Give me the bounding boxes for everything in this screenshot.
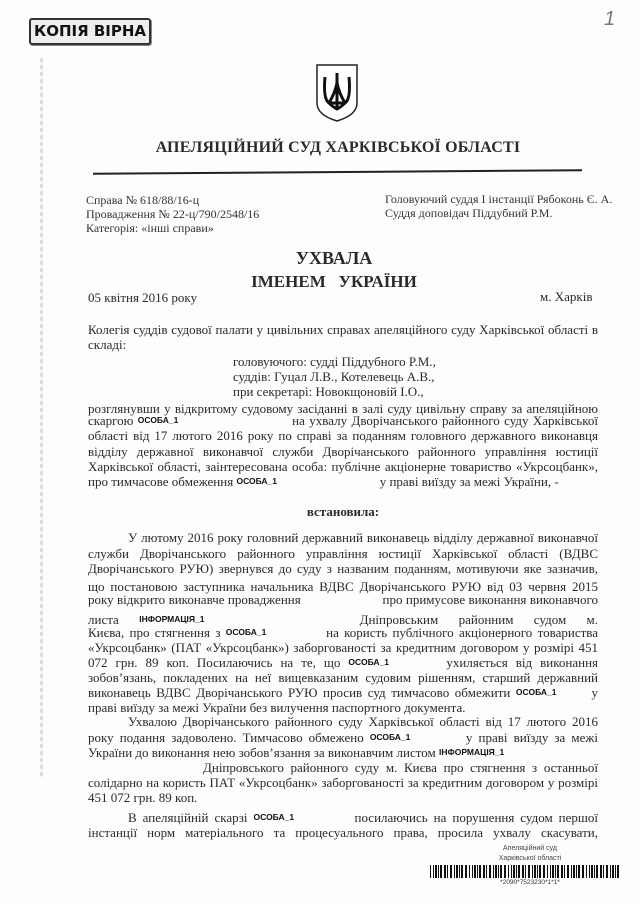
barcode-bar bbox=[571, 865, 572, 878]
text-segment: Дворічанського РУЮ) звернувся до суду з названим поданням, мотивуючи яке зазначив, bbox=[88, 561, 598, 576]
body-line bbox=[88, 444, 598, 459]
text-segment: у bbox=[591, 685, 598, 700]
text-segment: солідарно на користь ПАТ «Укрсоцбанк» заборгованості за кредитним договором у розмірі bbox=[88, 775, 598, 790]
body-line bbox=[233, 384, 598, 399]
text-segment: В апеляційній скарзі bbox=[128, 810, 248, 825]
barcode-bar bbox=[615, 865, 616, 878]
barcode-bar bbox=[450, 865, 452, 878]
case-meta-right bbox=[385, 192, 612, 220]
text-segment: встановила: bbox=[306, 504, 380, 519]
barcode-bar bbox=[513, 865, 515, 878]
barcode-bar bbox=[495, 865, 497, 878]
text-segment: у праві виїзду за межі України, - bbox=[379, 474, 559, 489]
barcode-bar bbox=[567, 865, 569, 878]
barcode-bar bbox=[500, 865, 502, 878]
text-segment: при секретарі: Новокщоновій І.О., bbox=[233, 384, 424, 399]
barcode-bar bbox=[550, 865, 551, 878]
text-segment: Дніпровським районним судом м. bbox=[359, 612, 599, 627]
text-segment: інстанції норм матеріального та процесуального права, просила ухвалу скасувати, bbox=[88, 825, 598, 840]
barcode-bar bbox=[573, 865, 575, 878]
barcode-bar bbox=[543, 865, 545, 878]
redacted-placeholder: ОСОБА_1 bbox=[236, 476, 277, 486]
text-segment: служби Дворічанського районного управління юстиції Харківської області (ВДВС bbox=[88, 546, 598, 561]
body-line bbox=[88, 561, 598, 576]
text-segment: Колегія суддів судової палати у цивільних справах апеляційного суду Харківської області в bbox=[88, 322, 598, 337]
barcode-bar bbox=[532, 865, 533, 878]
text-segment: складі: bbox=[88, 337, 127, 352]
section-heading bbox=[88, 504, 598, 519]
barcode-bar bbox=[493, 865, 494, 878]
first-instance-judge: Головуючий суддя І інстанції Рябоконь Є. А. bbox=[385, 192, 613, 206]
body-line bbox=[88, 775, 598, 790]
text-segment: суддів: Гуцал Л.В., Котелевець А.В., bbox=[233, 369, 435, 384]
binding-thread bbox=[40, 58, 43, 778]
body-line bbox=[233, 354, 598, 369]
barcode-bar bbox=[617, 865, 619, 878]
footer-court-line2: Харківської області bbox=[498, 855, 562, 862]
barcode-bar bbox=[534, 865, 536, 878]
barcode-bar bbox=[589, 865, 590, 878]
barcode-bar bbox=[498, 865, 499, 878]
court-title: АПЕЛЯЦІЙНИЙ СУД ХАРКІВСЬКОЇ ОБЛАСТІ bbox=[155, 139, 521, 156]
barcode-bar bbox=[438, 865, 439, 878]
body-line bbox=[88, 700, 598, 715]
barcode-bar bbox=[552, 865, 554, 878]
text-segment: 072 грн. 89 коп. Посилаючись на те, що bbox=[88, 655, 341, 670]
body-line bbox=[88, 640, 598, 655]
redacted-placeholder: ОСОБА_1 bbox=[225, 627, 267, 637]
body-line bbox=[128, 810, 598, 825]
barcode-bar bbox=[596, 865, 598, 878]
barcode-bar bbox=[528, 865, 530, 878]
body-line bbox=[88, 459, 598, 474]
body-line bbox=[88, 745, 598, 760]
barcode-bar bbox=[557, 865, 559, 878]
body-line bbox=[128, 714, 598, 729]
body-line bbox=[88, 592, 598, 607]
text-segment: посилаючись на порушення судом першої bbox=[354, 810, 599, 825]
body-line bbox=[128, 530, 598, 545]
body-line bbox=[88, 337, 598, 352]
document-city: м. Харків bbox=[540, 289, 593, 304]
barcode-bar bbox=[564, 865, 565, 878]
text-segment: про примусове виконання виконавчого bbox=[382, 592, 598, 607]
barcode-bar bbox=[479, 865, 481, 878]
copy-certified-stamp: КОПІЯ ВІРНА bbox=[29, 18, 151, 45]
body-line bbox=[88, 730, 598, 745]
barcode-bar bbox=[539, 865, 541, 878]
barcode-bar bbox=[483, 865, 485, 878]
barcode-bar bbox=[603, 865, 604, 878]
text-segment: Дніпровського районного суду м. Києва про стягнення з останньої bbox=[203, 760, 598, 775]
body-line bbox=[203, 760, 598, 775]
case-category: Категорія: «інші справи» bbox=[86, 221, 214, 235]
redacted-placeholder: ОСОБА_1 bbox=[348, 657, 389, 667]
reporting-judge: Суддя доповідач Піддубний Р.М. bbox=[385, 206, 553, 220]
trident-emblem-icon bbox=[315, 63, 359, 123]
barcode-bar bbox=[472, 865, 473, 878]
document-type: УХВАЛА bbox=[295, 248, 373, 268]
barcode-bar bbox=[459, 865, 460, 878]
barcode-bar bbox=[547, 865, 548, 878]
barcode-bar bbox=[537, 865, 538, 878]
body-line bbox=[88, 655, 598, 670]
barcode-bar bbox=[477, 865, 478, 878]
body-line bbox=[233, 369, 598, 384]
barcode-bar bbox=[522, 865, 524, 878]
text-segment: Києва, про стягнення з bbox=[88, 625, 221, 640]
case-number: Справа № 618/88/16-ц bbox=[86, 193, 200, 207]
redacted-placeholder: ІНФОРМАЦІЯ_1 bbox=[139, 614, 205, 624]
text-segment: скаргою bbox=[88, 413, 134, 428]
body-line bbox=[88, 322, 598, 337]
redacted-placeholder: ОСОБА_1 bbox=[253, 812, 295, 822]
case-meta-left bbox=[86, 193, 259, 235]
text-segment: У лютому 2016 року головний державний виконавець відділу державної виконавчої bbox=[128, 530, 598, 545]
redacted-placeholder: ІНФОРМАЦІЯ_1 bbox=[438, 747, 505, 757]
proceeding-number: Провадження № 22-ц/790/2548/16 bbox=[86, 207, 260, 221]
barcode-bar bbox=[561, 865, 563, 878]
body-line bbox=[88, 413, 598, 428]
barcode-bar bbox=[435, 865, 437, 878]
barcode-bar bbox=[508, 865, 509, 878]
barcode-bar bbox=[594, 865, 595, 878]
text-segment: розглянувши у відкритому судовому засіданні в залі суду цивільну справу за апеляційною bbox=[88, 401, 598, 416]
barcode-bar bbox=[511, 865, 512, 878]
document-date: 05 квітня 2016 року bbox=[88, 290, 198, 305]
text-segment: Харківської області, заінтересована особа: публічне акціонерне товариство «Укрсоцбанк», bbox=[88, 459, 598, 474]
barcode-bar bbox=[606, 865, 608, 878]
body-line bbox=[88, 428, 598, 443]
barcode-bar bbox=[610, 865, 611, 878]
text-segment: головуючого: судді Піддубного Р.М., bbox=[233, 354, 436, 369]
barcode-bar bbox=[486, 865, 487, 878]
barcode-bar bbox=[440, 865, 442, 878]
barcode-bar bbox=[489, 865, 491, 878]
text-segment: що постановою заступника начальника ВДВС Дворічанського РУЮ від 03 червня 2015 bbox=[88, 579, 598, 594]
barcode-bar bbox=[525, 865, 526, 878]
text-segment: «Укрсоцбанк» (ПАТ «Укрсоцбанк») заборгованості за кредитним договором у розмірі 451 bbox=[88, 640, 598, 655]
text-segment: праві виїзду за межі України без вилучення паспортного документа. bbox=[88, 700, 466, 715]
text-segment: року подання задоволено. Тимчасово обмежено bbox=[88, 730, 364, 745]
barcode-bar bbox=[518, 865, 520, 878]
barcode-bar bbox=[600, 865, 602, 878]
barcode-bar bbox=[474, 865, 476, 878]
barcode-bar bbox=[465, 865, 467, 878]
text-segment: листа bbox=[88, 612, 119, 627]
barcode-bar bbox=[582, 865, 584, 878]
page-number-handwritten: 1 bbox=[604, 8, 616, 30]
body-line bbox=[88, 685, 598, 700]
barcode-bar bbox=[456, 865, 458, 878]
text-segment: про тимчасове обмеження bbox=[88, 474, 234, 489]
text-segment: Ухвалою Дворічанського районного суду Харківської області від 17 лютого 2016 bbox=[128, 714, 598, 729]
body-line bbox=[88, 546, 598, 561]
redacted-placeholder: ОСОБА_1 bbox=[369, 732, 411, 742]
text-segment: України до виконання нею зобов’язання за виконавчим листом bbox=[88, 745, 436, 760]
text-segment: відділу державної виконавчої служби Дворічанського районного управління юстиції bbox=[88, 444, 598, 459]
redacted-placeholder: ОСОБА_1 bbox=[137, 415, 179, 425]
text-segment: зобов’язань, покладених на неї вищевказаним судовим рішенням, старший державний bbox=[88, 670, 598, 685]
barcode-number: *2090*7523230*1*1* bbox=[500, 879, 560, 886]
barcode-bar bbox=[504, 865, 506, 878]
text-segment: у праві виїзду за межі bbox=[465, 730, 599, 745]
body-line bbox=[88, 474, 598, 489]
barcode-bar bbox=[516, 865, 517, 878]
barcode-bar bbox=[430, 865, 431, 878]
barcode-bar bbox=[576, 865, 577, 878]
barcode-bar bbox=[612, 865, 614, 878]
text-segment: 451 072 грн. 89 коп. bbox=[88, 790, 198, 805]
body-line bbox=[88, 625, 598, 640]
barcode-bar bbox=[454, 865, 455, 878]
footer-court-line1: Апеляційний суд bbox=[503, 845, 557, 852]
redacted-placeholder: ОСОБА_1 bbox=[515, 687, 557, 697]
body-line bbox=[88, 825, 598, 840]
barcode-bar bbox=[433, 865, 434, 878]
barcode-bar bbox=[578, 865, 580, 878]
body-line bbox=[88, 670, 598, 685]
text-segment: на ухвалу Дворічанського районного суду Харківської bbox=[292, 413, 598, 428]
text-segment: виконавець ВДВС Дворічанського РУЮ просив суд тимчасово обмежити bbox=[88, 685, 511, 700]
text-segment: року відкрито виконавче провадження bbox=[88, 592, 301, 607]
text-segment: ухиляється від виконання bbox=[446, 655, 599, 670]
barcode-bar bbox=[461, 865, 463, 878]
text-segment: на користь публічного акціонерного товариства bbox=[326, 625, 599, 640]
barcode-bar bbox=[555, 865, 556, 878]
header-divider bbox=[93, 169, 582, 174]
document-subtitle: ІМЕНЕМ УКРАЇНИ bbox=[251, 272, 417, 291]
barcode bbox=[430, 865, 620, 878]
barcode-bar bbox=[469, 865, 470, 878]
barcode-bar bbox=[444, 865, 446, 878]
body-line bbox=[88, 790, 598, 805]
barcode-bar bbox=[586, 865, 587, 878]
barcode-bar bbox=[447, 865, 448, 878]
text-segment: області від 17 лютого 2016 року по справі за поданням головного державного виконавця bbox=[88, 428, 598, 443]
barcode-bar bbox=[591, 865, 593, 878]
